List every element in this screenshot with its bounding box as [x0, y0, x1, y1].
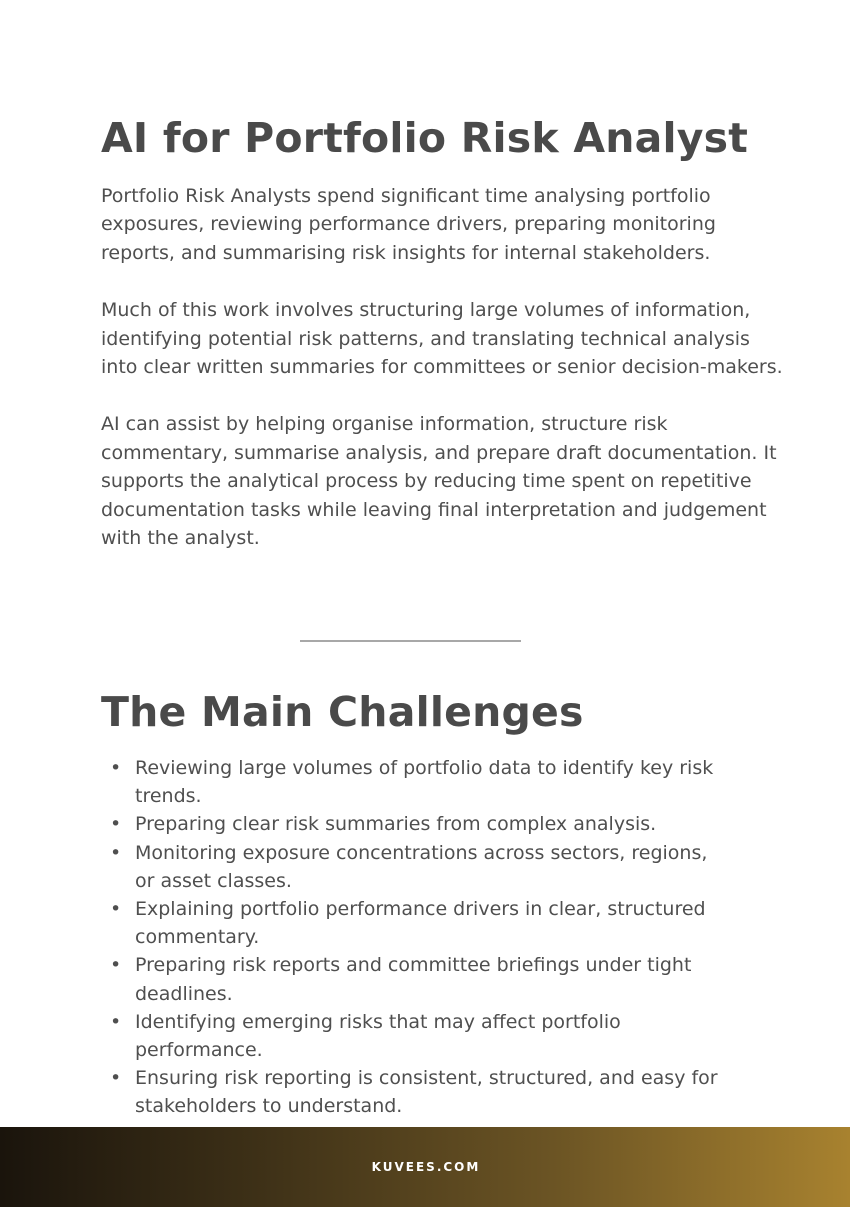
- list-item-text: Preparing risk reports and committee briefings under tight deadlines.: [135, 954, 692, 1005]
- footer-bar: [0, 1127, 850, 1207]
- list-item-text: Monitoring exposure concentrations across sectors, regions, or asset classes.: [135, 841, 708, 892]
- list-item: [110, 810, 791, 838]
- list-item-text: Ensuring risk reporting is consistent, structured, and easy for stakeholders to understand.: [135, 1067, 718, 1118]
- list-item: [110, 1008, 791, 1064]
- intro-paragraph: Portfolio Risk Analysts spend significant time analysing portfolio exposures, reviewing performance drivers, preparing monitoring reports, and summarising risk insights for internal stakeholders.: [101, 185, 716, 264]
- list-item-text: Explaining portfolio performance drivers in clear, structured commentary.: [135, 898, 706, 949]
- section-divider: [300, 640, 521, 642]
- list-item-text: Identifying emerging risks that may affect portfolio performance.: [135, 1010, 621, 1062]
- list-item-text: Preparing clear risk summaries from complex analysis.: [135, 813, 657, 836]
- bullet-icon: •: [110, 954, 122, 977]
- list-item: [110, 951, 791, 1007]
- bullet-icon: •: [110, 1010, 122, 1033]
- challenges-title: The Main Challenges: [101, 688, 584, 736]
- bullet-icon: •: [110, 1067, 122, 1090]
- challenges-section: [101, 682, 791, 1121]
- footer-link[interactable]: KUVEES.COM: [371, 1160, 481, 1174]
- intro-paragraph: AI can assist by helping organise information, structure risk commentary, summarise analysis, and prepare draft documentation. It supports the analytical process by reducing time spent on repetitive documentation tasks while leaving final interpretation and judgement with the analyst.: [101, 413, 777, 550]
- list-item: [110, 754, 791, 810]
- list-item: [110, 1064, 791, 1120]
- intro-paragraph: Much of this work involves structuring large volumes of information, identifying potential risk patterns, and translating technical analysis into clear written summaries for committees or senior decision-makers.: [101, 299, 783, 379]
- intro-section: [101, 108, 791, 581]
- list-item-text: Reviewing large volumes of portfolio data to identify key risk trends.: [135, 757, 714, 808]
- bullet-icon: •: [110, 757, 122, 779]
- bullet-icon: •: [110, 898, 122, 921]
- bullet-icon: •: [110, 813, 122, 836]
- intro-text: [101, 182, 791, 552]
- challenges-list: [101, 754, 791, 1121]
- list-item: [110, 839, 791, 895]
- bullet-icon: •: [110, 841, 122, 864]
- page-title: AI for Portfolio Risk Analyst: [101, 114, 749, 162]
- list-item: [110, 895, 791, 951]
